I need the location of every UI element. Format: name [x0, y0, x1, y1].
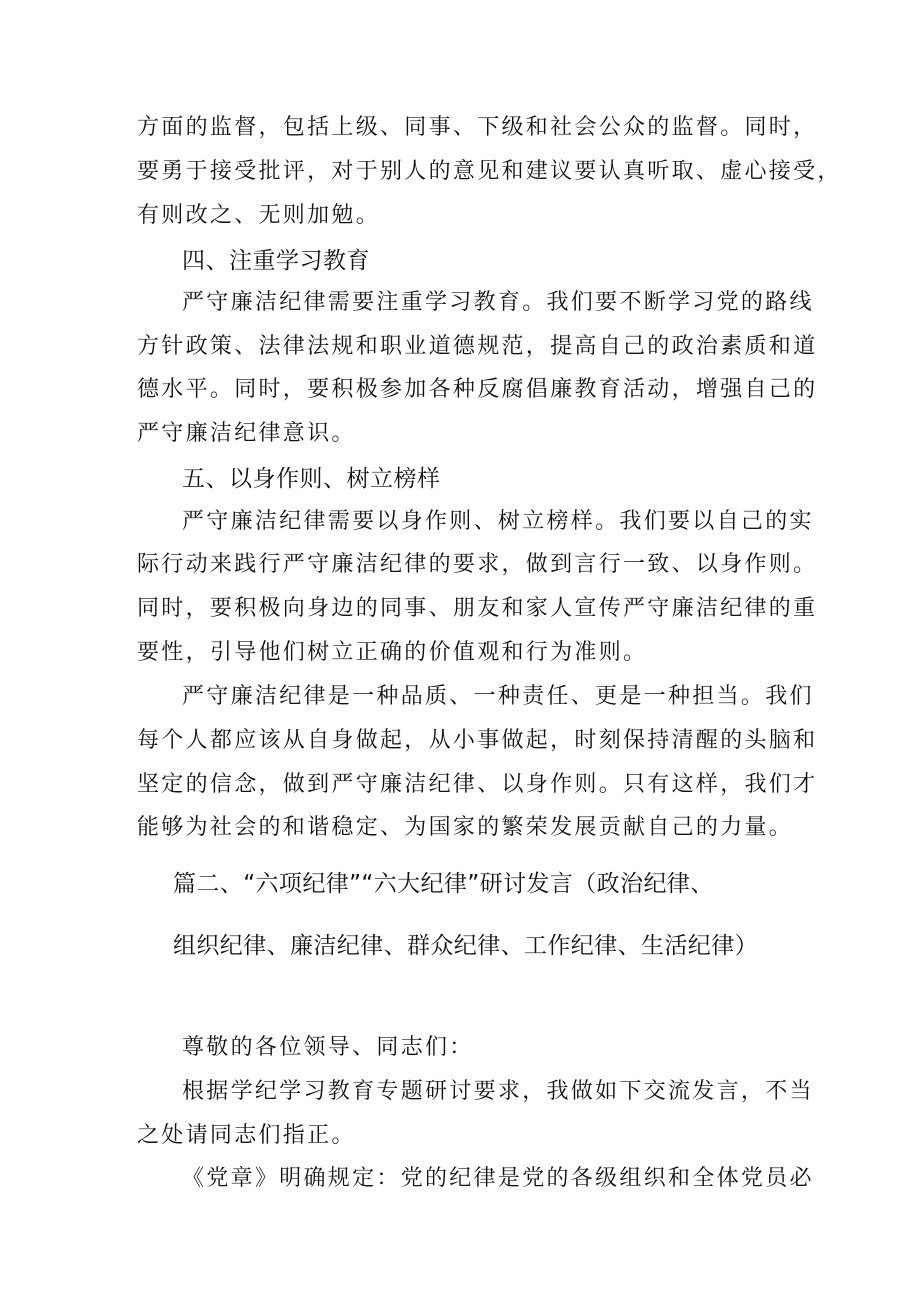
- body-line: 严守廉洁纪律需要注重学习教育。我们要不断学习党的路线: [182, 290, 814, 315]
- body-line: 有则改之、无则加勉。: [137, 203, 381, 228]
- body-line: 之处请同志们指正。: [137, 1123, 356, 1148]
- article-title: 组织纪律、廉洁纪律、群众纪律、工作纪律、生活纪律）: [173, 933, 758, 959]
- body-line: 要勇于接受批评，对于别人的意见和建议要认真听取、虚心接受，: [137, 159, 842, 184]
- body-line: 《党章》明确规定：党的纪律是党的各级组织和全体党员必: [182, 1166, 814, 1191]
- section-heading: 五、以身作则、树立榜样: [182, 466, 441, 492]
- section-heading: 四、注重学习教育: [182, 248, 370, 274]
- salutation: 尊敬的各位领导、同志们：: [182, 1035, 474, 1060]
- body-line: 严守廉洁纪律需要以身作则、树立榜样。我们要以自己的实: [182, 509, 814, 534]
- body-line: 方针政策、法律法规和职业道德规范，提高自己的政治素质和道: [137, 334, 818, 359]
- body-line: 严守廉洁纪律意识。: [137, 421, 356, 446]
- body-line: 德水平。同时，要积极参加各种反腐倡廉教育活动，增强自己的: [137, 377, 818, 402]
- body-line: 际行动来践行严守廉洁纪律的要求，做到言行一致、以身作则。: [137, 552, 818, 577]
- body-line: 每个人都应该从自身做起，从小事做起，时刻保持清醒的头脑和: [137, 728, 818, 753]
- body-line: 能够为社会的和谐稳定、为国家的繁荣发展贡献自己的力量。: [137, 815, 794, 840]
- body-line: 方面的监督，包括上级、同事、下级和社会公众的监督。同时，: [137, 115, 818, 140]
- body-line: 根据学纪学习教育专题研讨要求，我做如下交流发言，不当: [182, 1079, 814, 1104]
- body-line: 要性，引导他们树立正确的价值观和行为准则。: [137, 640, 648, 665]
- body-line: 坚定的信念，做到严守廉洁纪律、以身作则。只有这样，我们才: [137, 772, 818, 797]
- body-line: 同时，要积极向身边的同事、朋友和家人宣传严守廉洁纪律的重: [137, 596, 818, 621]
- article-title: 篇二、“六项纪律”“六大纪律”研讨发言（政治纪律、: [173, 871, 714, 897]
- body-line: 严守廉洁纪律是一种品质、一种责任、更是一种担当。我们: [182, 684, 814, 709]
